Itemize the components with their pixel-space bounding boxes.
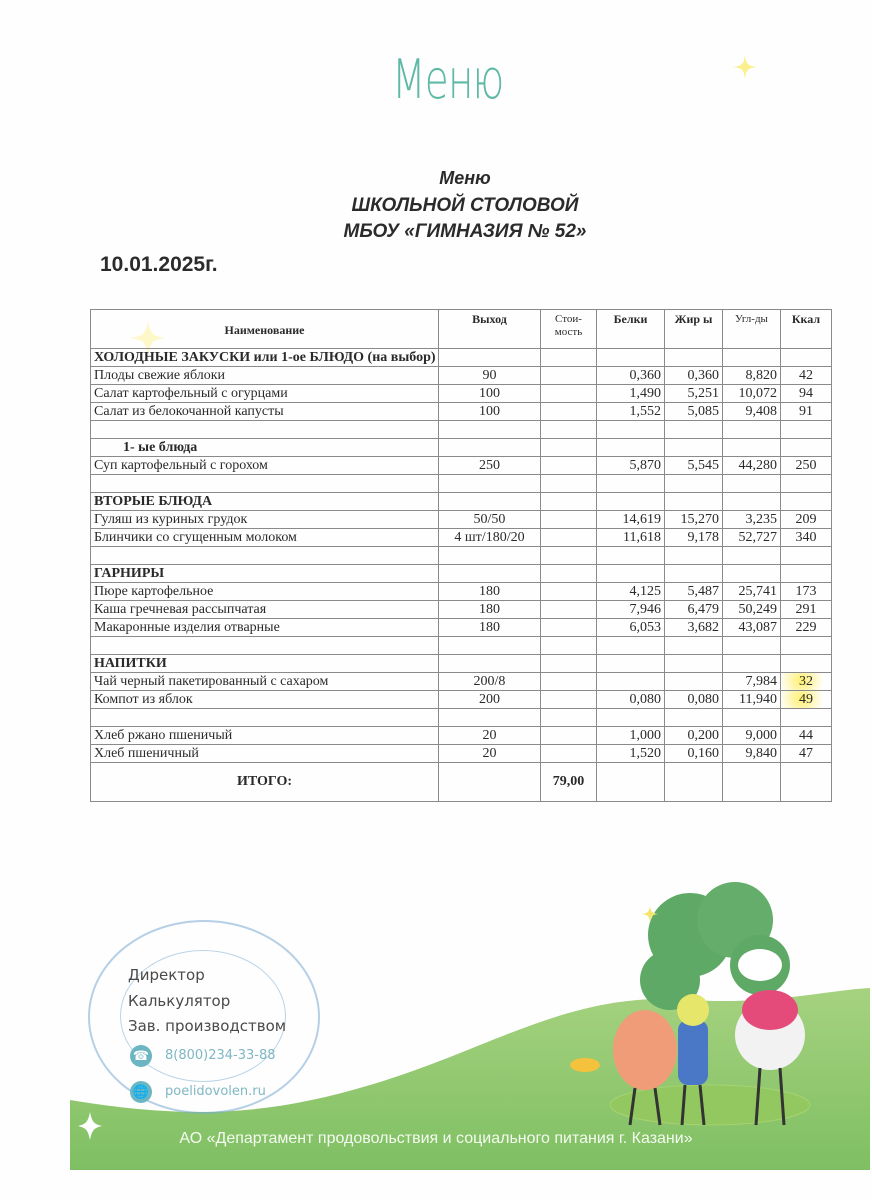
role-calculator: Калькулятор <box>128 992 231 1010</box>
empty-cell <box>597 349 665 367</box>
cell-carbs: 3,235 <box>723 511 781 529</box>
cell-kcal: 91 <box>781 403 832 421</box>
cell-carbs: 9,408 <box>723 403 781 421</box>
table-row <box>91 385 832 403</box>
empty-cell <box>723 637 781 655</box>
category-row <box>91 349 832 367</box>
dish-name: Хлеб пшеничный <box>91 745 439 763</box>
empty-cell <box>723 475 781 493</box>
cell-protein: 0,080 <box>597 691 665 709</box>
cell-kcal: 44 <box>781 727 832 745</box>
empty-cell <box>597 655 665 673</box>
column-header-carbs: Угл-ды <box>723 310 781 349</box>
empty-cell <box>723 349 781 367</box>
empty-cell <box>541 637 597 655</box>
cell-carbs: 10,072 <box>723 385 781 403</box>
table-row <box>91 367 832 385</box>
category-name: ГАРНИРЫ <box>91 565 439 583</box>
empty-cell <box>781 439 832 457</box>
role-director: Директор <box>128 966 205 984</box>
cell-cost <box>541 673 597 691</box>
empty-cell <box>91 637 439 655</box>
empty-cell <box>541 475 597 493</box>
empty-cell <box>723 655 781 673</box>
empty-cell <box>541 547 597 565</box>
empty-cell <box>541 655 597 673</box>
empty-cell <box>541 493 597 511</box>
handwritten-title: Меню <box>391 48 504 111</box>
empty-cell <box>723 493 781 511</box>
empty-cell <box>597 709 665 727</box>
table-row <box>91 727 832 745</box>
empty-cell <box>781 475 832 493</box>
cell-kcal: 42 <box>781 367 832 385</box>
category-name: 1- ые блюда <box>91 439 439 457</box>
empty-cell <box>723 421 781 439</box>
cell-cost <box>541 727 597 745</box>
cell-output: 250 <box>439 457 541 475</box>
category-row <box>91 439 832 457</box>
cell-protein: 1,490 <box>597 385 665 403</box>
empty-cell <box>439 655 541 673</box>
total-row <box>91 763 832 802</box>
table-row <box>91 619 832 637</box>
phone-number: 8(800)234-33-88 <box>165 1048 276 1063</box>
cell-fat: 5,545 <box>665 457 723 475</box>
empty-cell <box>597 637 665 655</box>
cell-carbs: 50,249 <box>723 601 781 619</box>
cell-kcal: 94 <box>781 385 832 403</box>
dish-name: Каша гречневая рассыпчатая <box>91 601 439 619</box>
cell-carbs: 43,087 <box>723 619 781 637</box>
cell-kcal: 49 <box>781 691 832 709</box>
cell-fat: 0,080 <box>665 691 723 709</box>
cell-carbs: 25,741 <box>723 583 781 601</box>
empty-cell <box>723 709 781 727</box>
empty-cell <box>439 421 541 439</box>
cell-carbs: 11,940 <box>723 691 781 709</box>
empty-cell <box>665 565 723 583</box>
dish-name: Гуляш из куриных грудок <box>91 511 439 529</box>
cell-kcal: 32 <box>781 673 832 691</box>
empty-cell <box>439 565 541 583</box>
total-cost: 79,00 <box>541 763 597 802</box>
empty-cell <box>541 565 597 583</box>
cell-kcal: 173 <box>781 583 832 601</box>
empty-cell <box>439 439 541 457</box>
cell-output: 200/8 <box>439 673 541 691</box>
category-row <box>91 655 832 673</box>
empty-cell <box>541 709 597 727</box>
cell-fat: 0,360 <box>665 367 723 385</box>
cell-protein: 1,552 <box>597 403 665 421</box>
cell-output: 180 <box>439 601 541 619</box>
globe-icon: 🌐 <box>130 1081 152 1103</box>
empty-cell <box>781 655 832 673</box>
cell-kcal: 209 <box>781 511 832 529</box>
column-header-cost: Стои-мость <box>541 310 597 349</box>
cell-carbs: 44,280 <box>723 457 781 475</box>
cell-fat: 0,200 <box>665 727 723 745</box>
category-name: ХОЛОДНЫЕ ЗАКУСКИ или 1-ое БЛЮДО (на выбор) <box>91 349 439 367</box>
empty-cell <box>91 709 439 727</box>
empty-cell <box>91 421 439 439</box>
dish-name: Макаронные изделия отварные <box>91 619 439 637</box>
cell-output: 20 <box>439 727 541 745</box>
dish-name: Хлеб ржано пшеничый <box>91 727 439 745</box>
table-row <box>91 601 832 619</box>
empty-cell <box>665 439 723 457</box>
organization-name: АО «Департамент продовольствия и социального питания г. Казани» <box>179 1130 693 1147</box>
cell-fat: 3,682 <box>665 619 723 637</box>
cell-fat <box>665 673 723 691</box>
empty-cell <box>781 493 832 511</box>
category-row <box>91 493 832 511</box>
cell-kcal: 47 <box>781 745 832 763</box>
cell-protein: 4,125 <box>597 583 665 601</box>
table-row <box>91 745 832 763</box>
cell-fat: 5,251 <box>665 385 723 403</box>
empty-cell <box>597 421 665 439</box>
school-heading: МБОУ «ГИМНАЗИЯ № 52» <box>343 221 587 242</box>
empty-cell <box>781 349 832 367</box>
empty-cell <box>597 547 665 565</box>
cell-output: 90 <box>439 367 541 385</box>
cell-carbs: 9,840 <box>723 745 781 763</box>
empty-cell <box>597 565 665 583</box>
table-row <box>91 403 832 421</box>
cell-fat: 6,479 <box>665 601 723 619</box>
phone-icon: ☎ <box>130 1045 152 1067</box>
cell-output: 200 <box>439 691 541 709</box>
cell-cost <box>541 367 597 385</box>
empty-cell <box>541 439 597 457</box>
cell-cost <box>541 511 597 529</box>
total-label: ИТОГО: <box>91 763 439 802</box>
table-row <box>91 511 832 529</box>
column-header-output: Выход <box>439 310 541 349</box>
menu-heading: Меню <box>439 168 491 188</box>
empty-cell <box>439 709 541 727</box>
cell-output: 180 <box>439 619 541 637</box>
table-row <box>91 457 832 475</box>
table-row <box>91 529 832 547</box>
cell-output: 180 <box>439 583 541 601</box>
empty-cell <box>439 493 541 511</box>
empty-cell <box>597 475 665 493</box>
cell-cost <box>541 745 597 763</box>
total-protein <box>597 763 665 802</box>
category-row <box>91 565 832 583</box>
empty-cell <box>781 565 832 583</box>
empty-cell <box>439 637 541 655</box>
cell-output: 100 <box>439 403 541 421</box>
cell-output: 50/50 <box>439 511 541 529</box>
dish-name: Чай черный пакетированный с сахаром <box>91 673 439 691</box>
cell-fat: 9,178 <box>665 529 723 547</box>
canteen-heading: ШКОЛЬНОЙ СТОЛОВОЙ <box>351 195 579 216</box>
empty-cell <box>781 637 832 655</box>
empty-cell <box>597 439 665 457</box>
empty-cell <box>439 349 541 367</box>
cell-output: 4 шт/180/20 <box>439 529 541 547</box>
total-output <box>439 763 541 802</box>
dish-name: Плоды свежие яблоки <box>91 367 439 385</box>
cell-kcal: 291 <box>781 601 832 619</box>
empty-cell <box>439 547 541 565</box>
table-header-row <box>91 310 832 349</box>
table-row <box>91 673 832 691</box>
cell-kcal: 250 <box>781 457 832 475</box>
cell-carbs: 52,727 <box>723 529 781 547</box>
blank-row <box>91 547 832 565</box>
cell-protein: 5,870 <box>597 457 665 475</box>
empty-cell <box>665 637 723 655</box>
column-header-kcal: Ккал <box>781 310 832 349</box>
empty-cell <box>91 475 439 493</box>
website-link[interactable]: poelidovolen.ru <box>165 1084 266 1099</box>
empty-cell <box>665 655 723 673</box>
cell-cost <box>541 601 597 619</box>
empty-cell <box>541 349 597 367</box>
column-header-name: Наименование <box>91 310 439 349</box>
blank-row <box>91 709 832 727</box>
cell-protein: 1,000 <box>597 727 665 745</box>
empty-cell <box>665 421 723 439</box>
empty-cell <box>723 547 781 565</box>
cell-kcal: 340 <box>781 529 832 547</box>
column-header-protein: Белки <box>597 310 665 349</box>
cell-fat: 5,487 <box>665 583 723 601</box>
table-row <box>91 583 832 601</box>
cell-output: 100 <box>439 385 541 403</box>
dish-name: Суп картофельный с горохом <box>91 457 439 475</box>
empty-cell <box>597 493 665 511</box>
empty-cell <box>665 349 723 367</box>
role-production-manager: Зав. производством <box>128 1017 287 1035</box>
category-name: НАПИТКИ <box>91 655 439 673</box>
cell-protein: 14,619 <box>597 511 665 529</box>
dish-name: Блинчики со сгущенным молоком <box>91 529 439 547</box>
cell-cost <box>541 691 597 709</box>
empty-cell <box>665 493 723 511</box>
dish-name: Компот из яблок <box>91 691 439 709</box>
cell-cost <box>541 403 597 421</box>
cell-carbs: 7,984 <box>723 673 781 691</box>
empty-cell <box>541 421 597 439</box>
cell-protein: 1,520 <box>597 745 665 763</box>
cell-carbs: 8,820 <box>723 367 781 385</box>
cell-protein: 7,946 <box>597 601 665 619</box>
empty-cell <box>781 547 832 565</box>
menu-table-body <box>91 349 832 763</box>
empty-cell <box>665 547 723 565</box>
empty-cell <box>723 565 781 583</box>
empty-cell <box>723 439 781 457</box>
empty-cell <box>91 547 439 565</box>
cell-cost <box>541 619 597 637</box>
empty-cell <box>665 475 723 493</box>
cell-cost <box>541 457 597 475</box>
total-kcal <box>781 763 832 802</box>
dish-name: Салат из белокочанной капусты <box>91 403 439 421</box>
cell-cost <box>541 385 597 403</box>
blank-row <box>91 421 832 439</box>
cell-fat: 15,270 <box>665 511 723 529</box>
column-header-fat: Жир ы <box>665 310 723 349</box>
cell-output: 20 <box>439 745 541 763</box>
empty-cell <box>439 475 541 493</box>
dish-name: Пюре картофельное <box>91 583 439 601</box>
cell-protein <box>597 673 665 691</box>
menu-date: 10.01.2025г. <box>100 253 218 276</box>
blank-row <box>91 637 832 655</box>
empty-cell <box>781 421 832 439</box>
category-name: ВТОРЫЕ БЛЮДА <box>91 493 439 511</box>
total-fat <box>665 763 723 802</box>
menu-table <box>90 309 832 802</box>
cell-fat: 5,085 <box>665 403 723 421</box>
cell-carbs: 9,000 <box>723 727 781 745</box>
cell-kcal: 229 <box>781 619 832 637</box>
empty-cell <box>781 709 832 727</box>
cell-cost <box>541 583 597 601</box>
cell-protein: 6,053 <box>597 619 665 637</box>
table-row <box>91 691 832 709</box>
empty-cell <box>665 709 723 727</box>
cell-protein: 0,360 <box>597 367 665 385</box>
total-carbs <box>723 763 781 802</box>
sparkle-star-icon <box>732 54 758 80</box>
blank-row <box>91 475 832 493</box>
dish-name: Салат картофельный с огурцами <box>91 385 439 403</box>
cell-protein: 11,618 <box>597 529 665 547</box>
cell-fat: 0,160 <box>665 745 723 763</box>
cell-cost <box>541 529 597 547</box>
